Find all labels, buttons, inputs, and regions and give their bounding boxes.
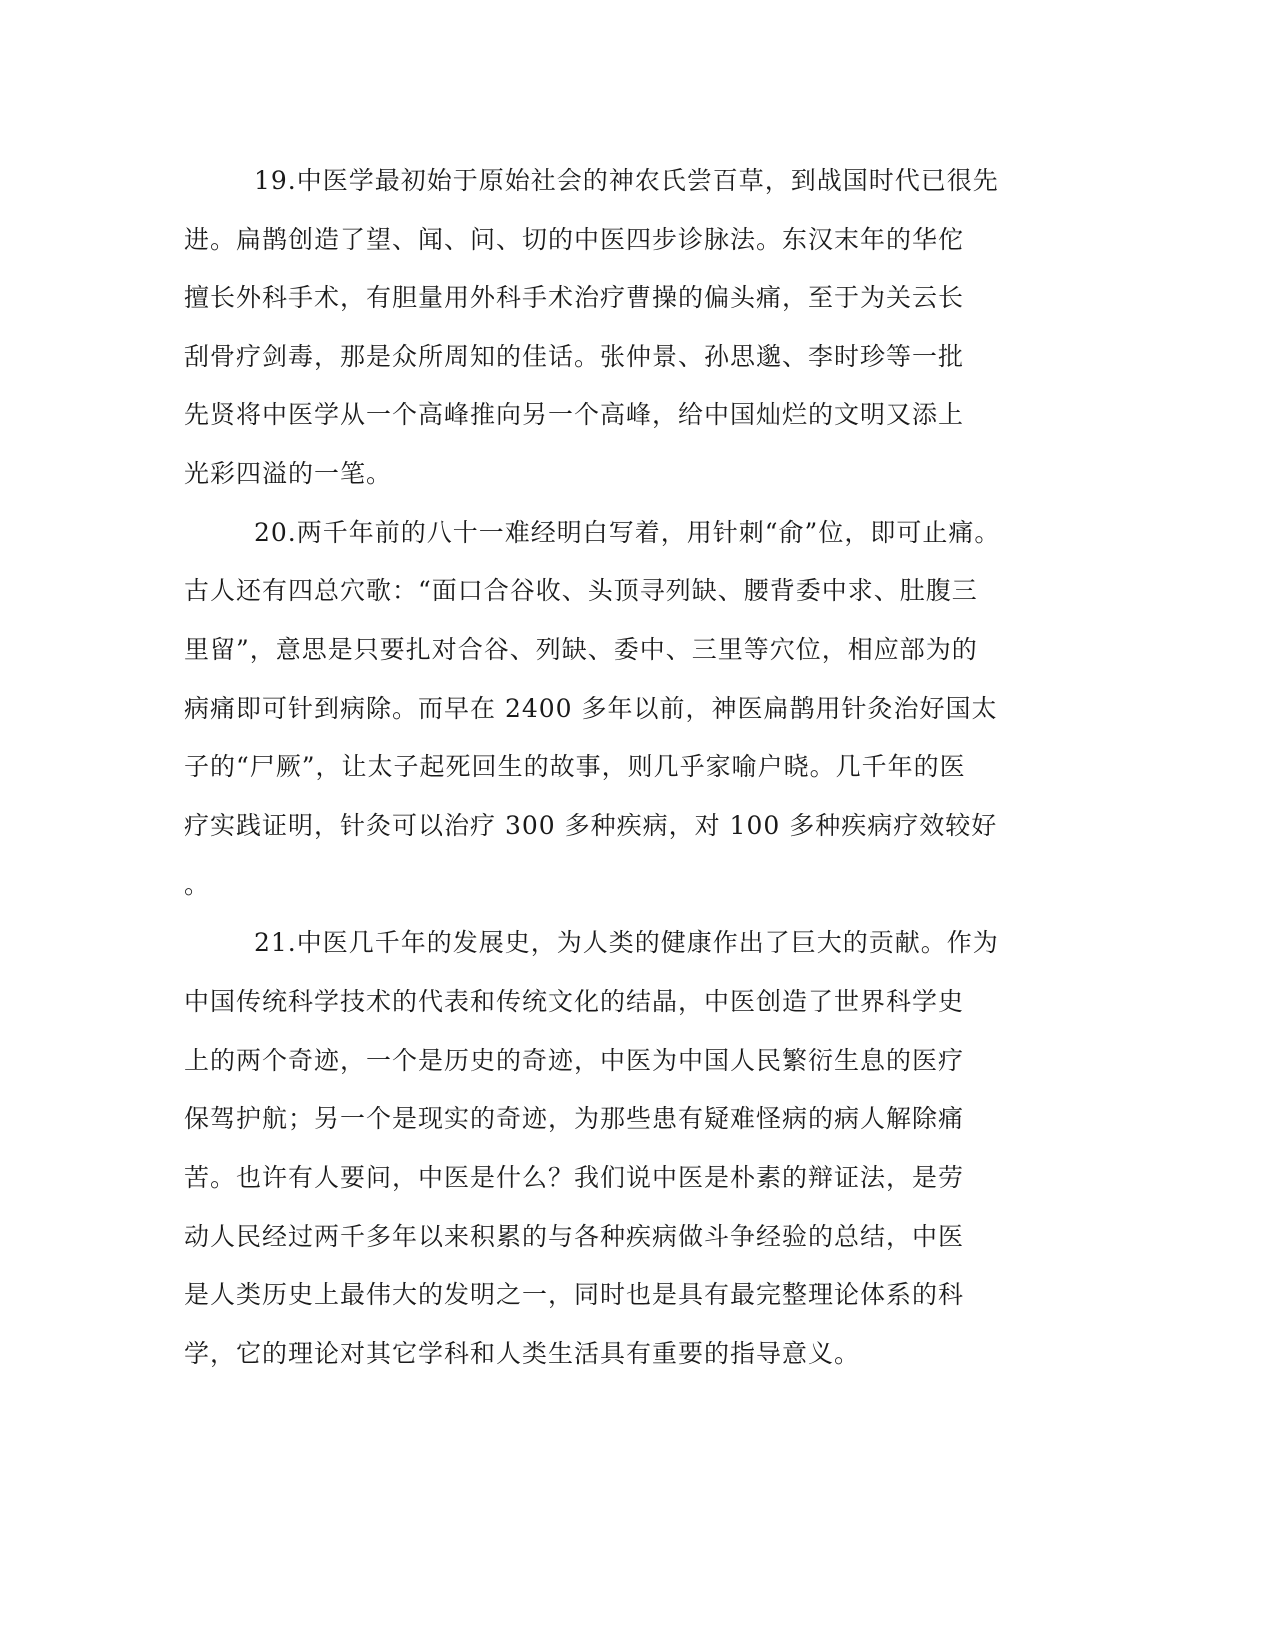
text-line: 学，它的理论对其它学科和人类生活具有重要的指导意义。 <box>184 1339 861 1368</box>
text-line: 进。扁鹊创造了望、闻、问、切的中医四步诊脉法。东汉末年的华佗 <box>184 225 965 254</box>
text-line: 苦。也许有人要问，中医是什么？我们说中医是朴素的辩证法，是劳 <box>184 1163 965 1192</box>
text-line: 中国传统科学技术的代表和传统文化的结晶，中医创造了世界科学史 <box>184 987 965 1016</box>
text-line: 。 <box>184 870 211 899</box>
text-line: 擅长外科手术，有胆量用外科手术治疗曹操的偏头痛，至于为关云长 <box>184 283 965 312</box>
text-line: 19.中医学最初始于原始社会的神农氏尝百草，到战国时代已很先 <box>254 166 999 195</box>
text-line: 上的两个奇迹，一个是历史的奇迹，中医为中国人民繁衍生息的医疗 <box>184 1046 965 1075</box>
text-line: 动人民经过两千多年以来积累的与各种疾病做斗争经验的总结，中医 <box>184 1222 965 1251</box>
text-line: 古人还有四总穴歌：“面口合谷收、头顶寻列缺、腰背委中求、肚腹三 <box>184 576 978 605</box>
text-line: 病痛即可针到病除。而早在 2400 多年以前，神医扁鹊用针灸治好国太 <box>184 694 998 723</box>
text-line: 20.两千年前的八十一难经明白写着，用针刺“俞”位，即可止痛。 <box>254 518 1001 547</box>
text-line: 刮骨疗剑毒，那是众所周知的佳话。张仲景、孙思邈、李时珍等一批 <box>184 342 965 371</box>
text-line: 保驾护航；另一个是现实的奇迹，为那些患有疑难怪病的病人解除痛 <box>184 1104 965 1133</box>
text-line: 疗实践证明，针灸可以治疗 300 多种疾病，对 100 多种疾病疗效较好 <box>184 811 998 840</box>
text-line: 里留”，意思是只要扎对合谷、列缺、委中、三里等穴位，相应部为的 <box>184 635 978 664</box>
text-line: 是人类历史上最伟大的发明之一，同时也是具有最完整理论体系的科 <box>184 1280 965 1309</box>
text-line: 子的“尸厥”，让太子起死回生的故事，则几乎家喻户晓。几千年的医 <box>184 752 966 781</box>
text-line: 21.中医几千年的发展史，为人类的健康作出了巨大的贡献。作为 <box>254 928 999 957</box>
text-line: 光彩四溢的一笔。 <box>184 459 393 488</box>
text-line: 先贤将中医学从一个高峰推向另一个高峰，给中国灿烂的文明又添上 <box>184 400 965 429</box>
